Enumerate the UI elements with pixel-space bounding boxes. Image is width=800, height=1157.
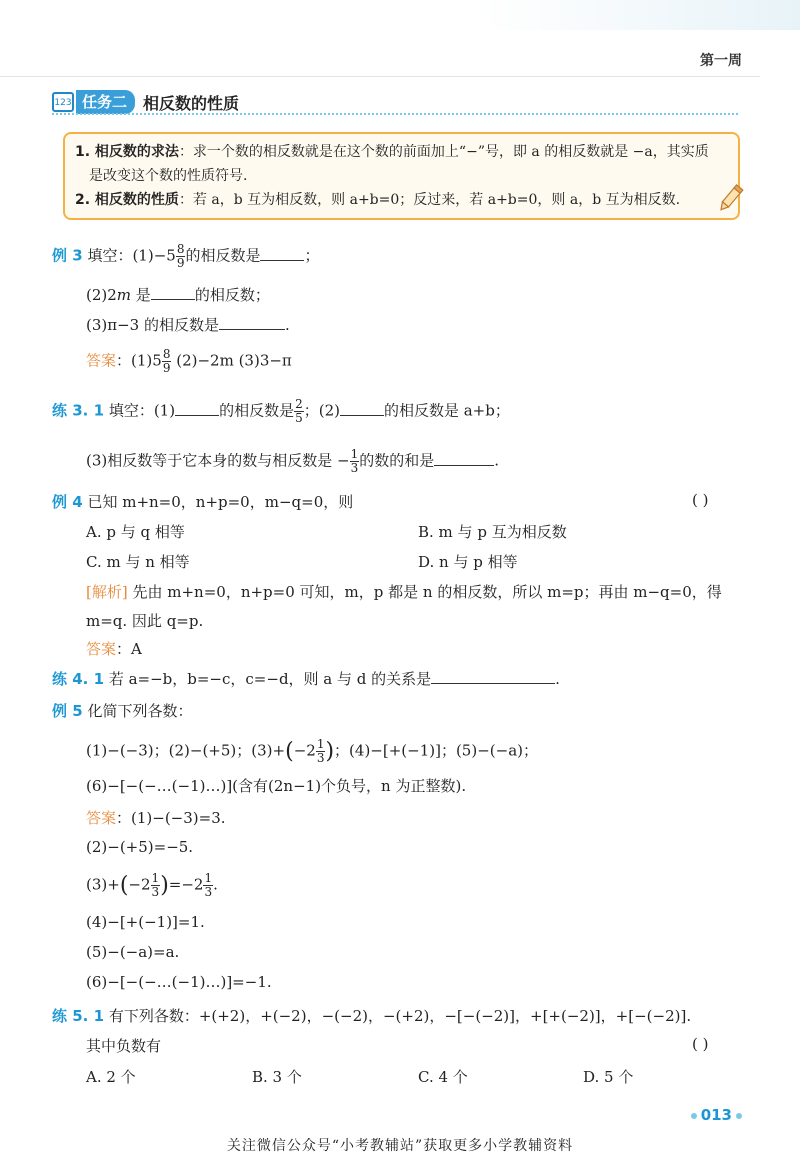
answer-blank[interactable]	[219, 315, 285, 330]
text: =−2	[168, 875, 204, 894]
example-5-answer-2: (2)−(+5)=−5.	[86, 838, 194, 856]
example-5-answer-6: (6)−[−(−…(−1)…)]=−1.	[86, 973, 272, 991]
option-b[interactable]: B. 3 个	[252, 1068, 302, 1086]
option-b[interactable]: B. m 与 p 互为相反数	[418, 523, 567, 541]
analysis-label: [解析]	[86, 583, 128, 601]
answer-paren[interactable]: ( )	[692, 491, 709, 509]
text: (3)相反数等于它本身的数与相反数是 −	[86, 451, 350, 470]
numerator: 2	[295, 397, 303, 411]
numerator: 1	[316, 737, 325, 751]
denominator: 3	[350, 461, 359, 475]
text: 的数的和是	[359, 451, 435, 470]
option-c[interactable]: C. 4 个	[418, 1068, 468, 1086]
denominator: 9	[176, 256, 185, 270]
example-4-analysis	[86, 581, 722, 602]
knowledge-point-1-cont: 是改变这个数的性质符号.	[89, 168, 248, 184]
knowledge-point-2	[75, 188, 728, 212]
example-4-analysis-cont: m=q. 因此 q=p.	[86, 612, 204, 630]
fraction	[316, 738, 326, 765]
option-d[interactable]: D. n 与 p 相等	[418, 553, 518, 571]
page-number	[687, 1106, 746, 1124]
numerator: 1	[204, 871, 213, 885]
text: .	[285, 316, 290, 334]
answer-blank[interactable]	[431, 669, 555, 684]
knowledge-point-1	[75, 140, 728, 164]
dotted-divider	[52, 113, 738, 115]
fraction	[350, 448, 360, 475]
example-5-stem	[52, 700, 192, 721]
fraction	[162, 348, 172, 375]
answer-blank[interactable]	[260, 246, 304, 261]
footer-note: 关注微信公众号“小考教辅站”获取更多小学教辅资料	[226, 1138, 574, 1154]
option-d[interactable]: D. 5 个	[583, 1068, 634, 1086]
week-header: 第一周	[700, 53, 742, 69]
example-4-stem	[52, 491, 353, 512]
practice-label: 练 5. 1	[52, 1007, 105, 1025]
text: 填空：(1)−5	[87, 246, 176, 265]
text: .	[555, 670, 560, 688]
numerator: 1	[350, 447, 359, 461]
numerator: 8	[176, 242, 185, 256]
text: .	[213, 875, 218, 894]
text: .	[494, 451, 500, 470]
task-tag: 任务二	[76, 90, 135, 114]
knowledge-text-1: ：求一个数的相反数就是在这个数的前面加上“−”号，即 a 的相反数就是 −a，其实质	[178, 144, 709, 160]
answer-label: 答案	[86, 809, 117, 827]
example-3-line-3	[86, 314, 290, 335]
denominator: 3	[204, 885, 213, 899]
answer-blank[interactable]	[434, 451, 494, 466]
denominator: 3	[151, 885, 160, 899]
example-5-answer-3: (3)+(−2 $\frac{1}{3}$ )=−2 $\frac{1}{3}$ .	[86, 871, 218, 899]
fraction	[294, 398, 304, 425]
text: −2	[128, 875, 151, 894]
practice-3-line-1	[52, 398, 510, 425]
denominator: 5	[295, 411, 303, 425]
text: ；	[304, 246, 320, 265]
text: 若 a=−b，b=−c，c=−d，则 a 与 d 的关系是	[108, 670, 432, 688]
answer-blank[interactable]	[175, 401, 219, 416]
text: (3)+	[86, 875, 120, 894]
variable: m	[116, 286, 132, 304]
practice-label: 练 3. 1	[52, 401, 105, 420]
text: (1)−(−3)；(2)−(+5)；(3)+	[86, 741, 286, 760]
denominator: 9	[162, 361, 171, 375]
option-a[interactable]: A. p 与 q 相等	[86, 523, 185, 541]
numerator: 1	[151, 871, 160, 885]
text: 有下列各数：+(+2)，+(−2)，−(−2)，−(+2)，−[−(−2)]，+[+(−2)]，+[−(−2)].	[108, 1007, 692, 1025]
task-heading	[52, 90, 239, 114]
text: (2)2	[86, 286, 117, 304]
header-rule	[0, 76, 760, 77]
text: (2)−2m (3)3−π	[171, 351, 292, 370]
text: ：(1)5	[116, 351, 162, 370]
example-5-q2: (6)−[−(−…(−1)…)](含有(2n−1)个负号，n 为正整数).	[86, 777, 467, 795]
example-5-q1: (1)−(−3)；(2)−(+5)；(3)+(−2 $\frac{1}{3}$ )；(4)−[+(−1)]；(5)−(−a)；	[86, 737, 538, 765]
numerator: 8	[162, 347, 171, 361]
answer-blank[interactable]	[340, 401, 384, 416]
page-corner-shade	[0, 0, 800, 30]
text: −2	[293, 741, 316, 760]
text: 已知 m+n=0，n+p=0，m−q=0，则	[87, 493, 354, 511]
knowledge-label-1: 1. 相反数的求法	[75, 144, 179, 160]
answer-label: 答案	[86, 640, 117, 658]
practice-label: 练 4. 1	[52, 670, 105, 688]
example-label: 例 3	[52, 246, 83, 265]
text: 化简下列各数：	[87, 702, 193, 720]
practice-4	[52, 668, 560, 689]
answer-blank[interactable]	[151, 285, 195, 300]
practice-3-line-2	[86, 448, 499, 475]
example-3-line-1	[52, 243, 320, 270]
example-5-answer-1	[86, 807, 226, 828]
denominator: 3	[316, 751, 325, 765]
answer-label: 答案	[86, 351, 117, 370]
knowledge-text-2: ：若 a，b 互为相反数，则 a+b=0；反过来，若 a+b=0，则 a，b 互为相反数.	[178, 192, 681, 208]
text: ：(1)−(−3)=3.	[116, 809, 226, 827]
option-c[interactable]: C. m 与 n 相等	[86, 553, 190, 571]
numbers-icon: 123	[52, 92, 74, 112]
text: ；(4)−[+(−1)]；(5)−(−a)；	[334, 741, 538, 760]
text: 的相反数；	[194, 286, 270, 304]
example-3-answer	[86, 348, 292, 375]
dot-icon	[691, 1113, 697, 1119]
fraction	[203, 872, 213, 899]
practice-5-question: 其中负数有	[86, 1037, 162, 1055]
example-label: 例 5	[52, 702, 83, 720]
pencil-icon	[716, 182, 744, 216]
page-number-text: 013	[700, 1106, 732, 1124]
knowledge-box	[63, 132, 740, 220]
text: 填空：(1)	[108, 401, 176, 420]
text: (3)π−3 的相反数是	[86, 316, 219, 334]
task-title: 相反数的性质	[143, 93, 240, 113]
dot-icon	[736, 1113, 742, 1119]
knowledge-label-2: 2. 相反数的性质	[75, 192, 179, 208]
text: 的相反数是 a+b；	[383, 401, 510, 420]
answer-paren[interactable]: ( )	[692, 1035, 709, 1053]
text: ；(2)	[303, 401, 340, 420]
example-label: 例 4	[52, 493, 83, 511]
option-a[interactable]: A. 2 个	[86, 1068, 136, 1086]
text: 先由 m+n=0，n+p=0 可知，m，p 都是 n 的相反数，所以 m=p；再由 m−q=0，得	[127, 583, 722, 601]
example-5-answer-5: (5)−(−a)=a.	[86, 943, 180, 961]
example-5-answer-4: (4)−[+(−1)]=1.	[86, 913, 205, 931]
text: 的相反数是	[185, 246, 261, 265]
text: ：A	[116, 640, 142, 658]
practice-5-stem	[52, 1005, 691, 1026]
text: 的相反数是	[219, 401, 295, 420]
text: 是	[131, 286, 151, 304]
fraction	[151, 872, 161, 899]
example-4-answer	[86, 638, 142, 659]
example-3-line-2	[86, 284, 270, 305]
